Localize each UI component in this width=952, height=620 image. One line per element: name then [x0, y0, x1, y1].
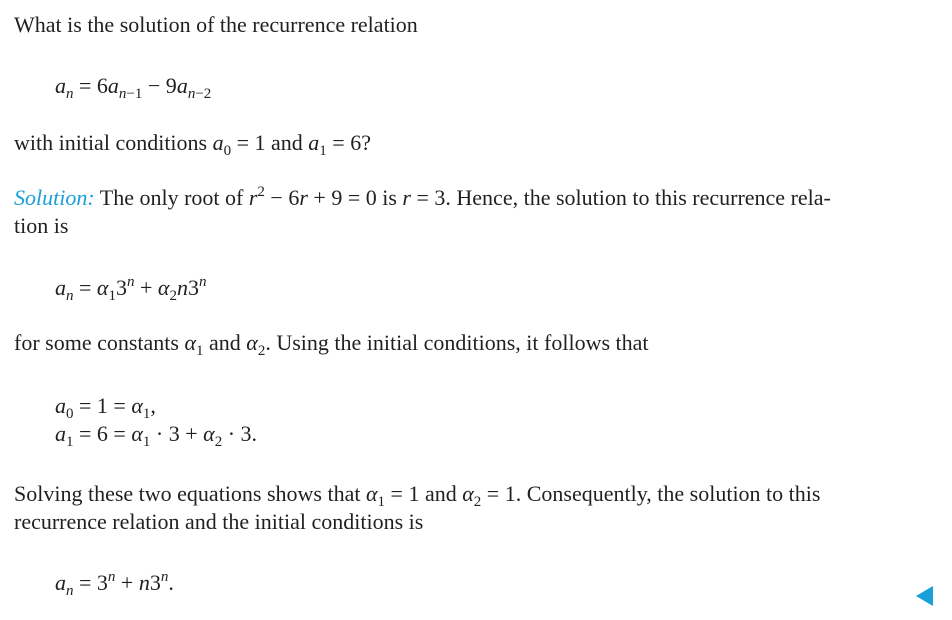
final-solution-equation: $a_n = 3^n + n3^n$. [55, 569, 174, 599]
constants-line: for some constants $\alpha_1$ and $\alpha_2$. Using the initial conditions, it follows that [14, 330, 649, 359]
general-solution-equation: $a_n = \alpha_13^n + \alpha_2n3^n$ [55, 274, 207, 304]
equation-a0: $a_0 = 1 = \alpha_1$, [55, 393, 156, 422]
question-intro: What is the solution of the recurrence relation [14, 12, 418, 37]
solution-label: Solution: [14, 185, 95, 210]
solving-line: Solving these two equations shows that $\alpha_1 = 1$ and $\alpha_2 = 1$. Consequently, the solution to this [14, 481, 821, 510]
initial-conditions: with initial conditions $a_0 = 1$ and $a_1 = 6$? [14, 130, 371, 159]
recurrence-equation: $a_n = 6a_{n-1} - 9a_{n-2}$ [55, 73, 212, 102]
solution-line-2: tion is [14, 213, 69, 238]
initial-condition-equations [55, 393, 258, 450]
solution-line-1: Solution: The only root of $r^2 - 6r + 9 = 0$ is r = 3. Hence, the solution to this recurrence rela- [14, 184, 831, 210]
left-triangle-icon [916, 586, 933, 606]
equation-a1: $a_1 = 6 = \alpha_1 \cdot 3 + \alpha_2 \cdot 3$. [55, 421, 258, 450]
final-intro-line: recurrence relation and the initial conditions is [14, 509, 424, 534]
